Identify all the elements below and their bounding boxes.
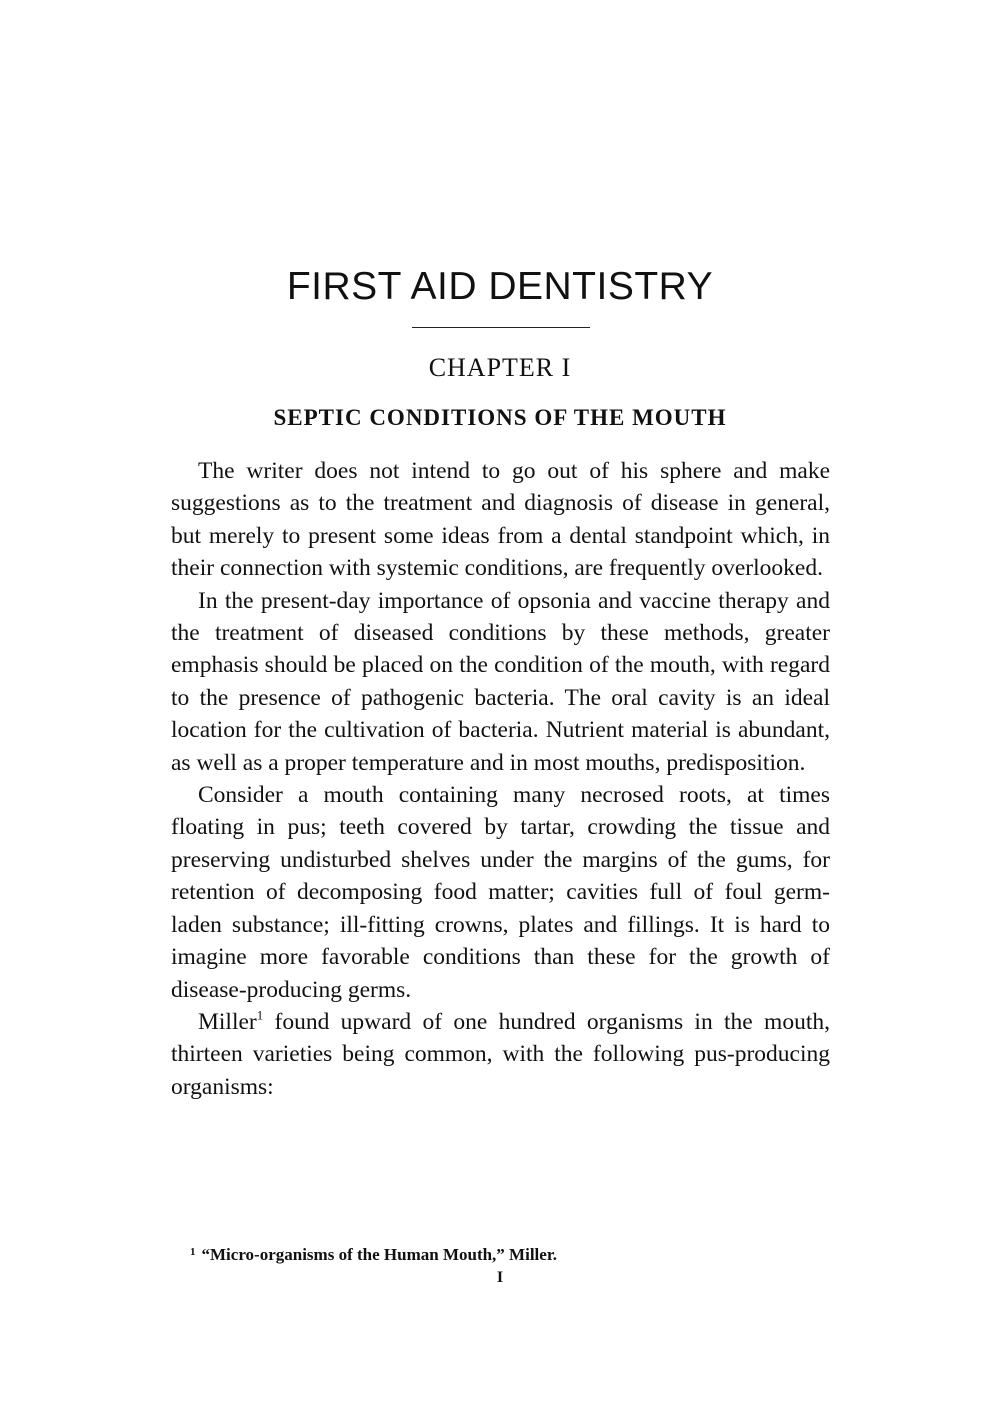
footnote-text: “Micro-organisms of the Human Mouth,” Miller. [201, 1245, 558, 1264]
paragraph-3: Consider a mouth containing many necrosed roots, at times floating in pus; teeth covered by tartar, crowding the tissue and preserving undisturbed shelves under the margins of the gums, for retention of decomposing food matter; cavities full of foul germ-laden substance; ill-fitting crowns, plates and fillings. It is hard to imagine more favorable conditions than these for the growth of disease-producing germs. [171, 782, 830, 1003]
page-number: I [496, 1269, 504, 1286]
footnote [190, 1240, 830, 1267]
paragraph-1: The writer does not intend to go out of his sphere and make suggestions as to the treatment and diagnosis of disease in general, but merely to present some ideas from a dental standpoint which, in their connection with systemic conditions, are frequently overlooked. [171, 458, 830, 582]
book-title: FIRST AID DENTISTRY [286, 265, 714, 308]
paragraph-2: In the present-day importance of opsonia and vaccine therapy and the treatment of diseased conditions by these methods, greater emphasis should be placed on the condition of the mouth, with regard to the presence of pathogenic bacteria. The oral cavity is an ideal location for the cultivation of bacteria. Nutrient material is abundant, as well as a proper temperature and in most mouths, predisposition. [171, 587, 830, 776]
paragraph-4-text: found upward of one hundred organisms in the mouth, thirteen varieties being common, with the following pus-producing organisms: [171, 1008, 830, 1100]
paragraph-4 [171, 1006, 830, 1103]
footnote-reference: 1 [256, 1007, 264, 1023]
chapter-label: CHAPTER I [428, 353, 572, 382]
footnote-marker: 1 [190, 1246, 196, 1258]
title-divider [412, 327, 590, 328]
author-name: Miller [198, 1008, 257, 1035]
body-text [171, 455, 830, 1103]
chapter-title: SEPTIC CONDITIONS OF THE MOUTH [273, 405, 727, 430]
